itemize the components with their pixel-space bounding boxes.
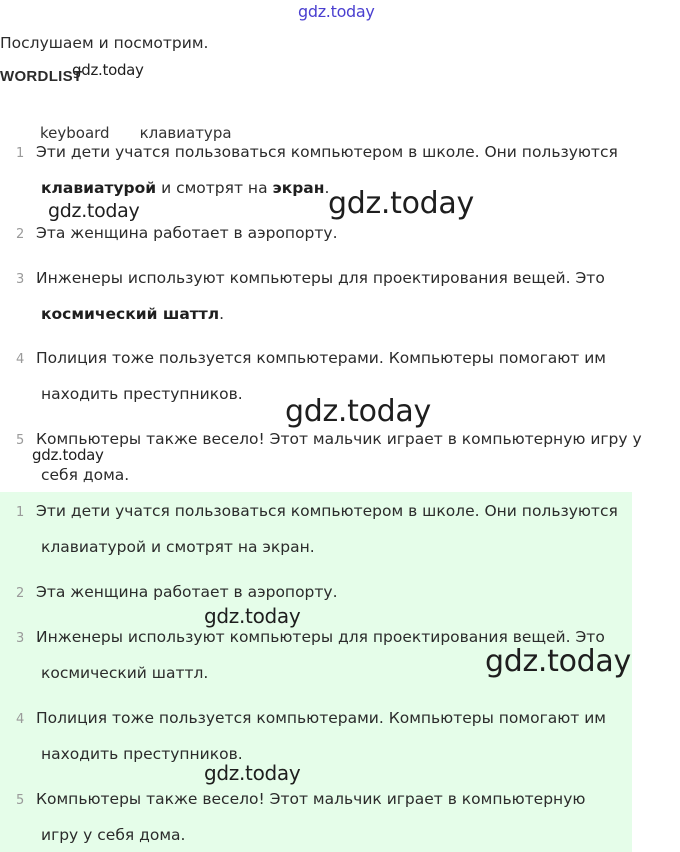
answer-line: клавиатурой и смотрят на экран. bbox=[41, 538, 315, 556]
sentence-line: клавиатурой и смотрят на экран. bbox=[41, 179, 330, 197]
sentence-line: Эти дети учатся пользоваться компьютером в школе. Они пользуются bbox=[36, 143, 618, 161]
wordlist-word: keyboard bbox=[40, 124, 110, 142]
watermark: gdz.today bbox=[72, 61, 144, 79]
watermark: gdz.today bbox=[32, 446, 104, 464]
watermark: gdz.today bbox=[285, 394, 431, 429]
sentence-number: 4 bbox=[16, 352, 25, 367]
sentence-number: 2 bbox=[16, 227, 25, 242]
sentence-number: 3 bbox=[16, 272, 25, 287]
wordlist-translation: клавиатура bbox=[139, 124, 232, 142]
answer-line: Инженеры используют компьютеры для проектирования вещей. Это bbox=[36, 628, 605, 646]
watermark: gdz.today bbox=[48, 200, 140, 222]
wordlist-cut bbox=[0, 118, 680, 142]
watermark: gdz.today bbox=[204, 761, 301, 785]
sentence-line: космический шаттл. bbox=[41, 305, 225, 323]
sentence-line: Эта женщина работает в аэропорту. bbox=[36, 224, 338, 242]
answer-line: космический шаттл. bbox=[41, 664, 209, 682]
watermark: gdz.today bbox=[298, 2, 375, 21]
sentence-line: Полиция тоже пользуется компьютерами. Компьютеры помогают им bbox=[36, 349, 606, 367]
sentence-line: Компьютеры также весело! Этот мальчик играет в компьютерную игру у bbox=[36, 430, 642, 448]
answer-number: 3 bbox=[16, 631, 25, 646]
intro-text: Послушаем и посмотрим. bbox=[0, 34, 209, 52]
watermark: gdz.today bbox=[328, 186, 474, 221]
answer-number: 4 bbox=[16, 712, 25, 727]
answer-line: Компьютеры также весело! Этот мальчик играет в компьютерную bbox=[36, 790, 586, 808]
answer-line: Полиция тоже пользуется компьютерами. Компьютеры помогают им bbox=[36, 709, 606, 727]
answer-number: 2 bbox=[16, 586, 25, 601]
answer-line: Эти дети учатся пользоваться компьютером в школе. Они пользуются bbox=[36, 502, 618, 520]
wordlist-title: WORDLIST bbox=[0, 68, 83, 85]
sentence-line: находить преступников. bbox=[41, 385, 243, 403]
watermark: gdz.today bbox=[485, 644, 631, 679]
answer-number: 5 bbox=[16, 793, 25, 808]
answer-line: находить преступников. bbox=[41, 745, 243, 763]
sentence-number: 1 bbox=[16, 146, 25, 161]
answer-line: игру у себя дома. bbox=[41, 826, 186, 844]
answer-number: 1 bbox=[16, 505, 25, 520]
watermark: gdz.today bbox=[204, 604, 301, 628]
sentence-line: Инженеры используют компьютеры для проектирования вещей. Это bbox=[36, 269, 605, 287]
keyword: экран bbox=[272, 179, 325, 197]
keyword: клавиатурой bbox=[41, 179, 157, 197]
keyword: космический шаттл bbox=[41, 305, 220, 323]
answer-line: Эта женщина работает в аэропорту. bbox=[36, 583, 338, 601]
sentence-line: себя дома. bbox=[41, 466, 130, 484]
sentence-number: 5 bbox=[16, 433, 25, 448]
